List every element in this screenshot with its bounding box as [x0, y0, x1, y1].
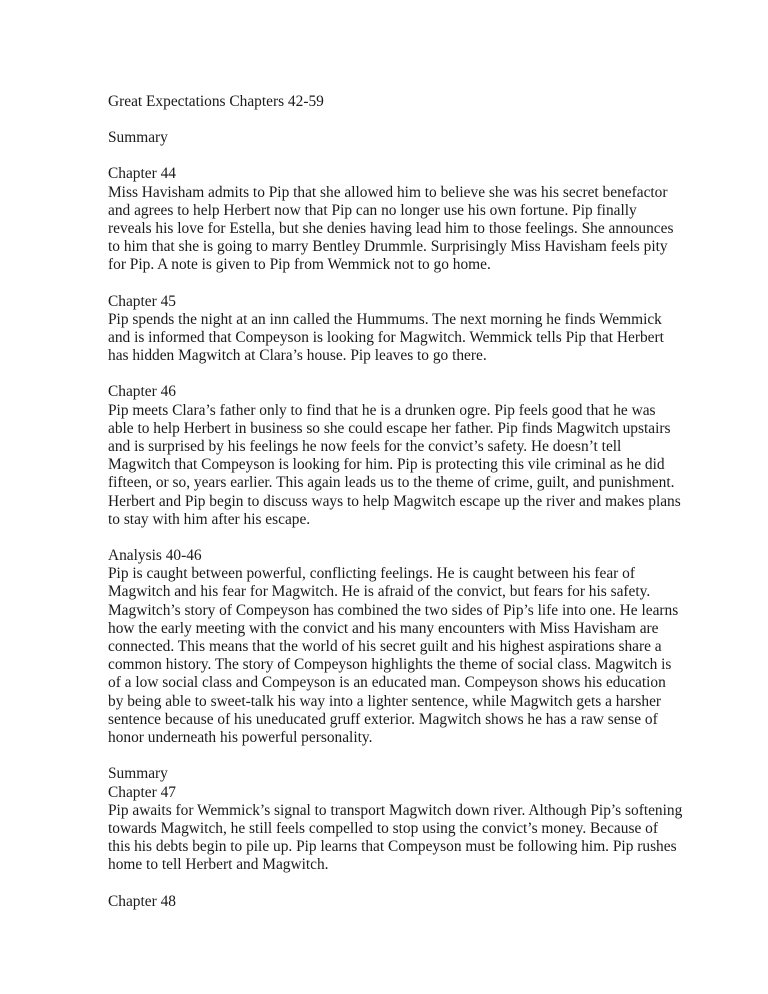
section-chapter-46: [108, 383, 683, 529]
section-heading: Chapter 45: [108, 292, 176, 310]
section-chapter-47: [108, 765, 683, 874]
document-title: Great Expectations Chapters 42-59: [108, 93, 324, 110]
section-body: Pip meets Clara’s father only to find that he is a drunken ogre. Pip feels good that he was able to help Herbert in business so she could escape her father. Pip finds Magwitch upstairs and is surprised by his feelings he now feels for the convict’s safety. He doesn’t tell Magwitch that Compeyson is looking for him. Pip is protecting this vile criminal as he did fifteen, or so, years earlier. This again leads us to the theme of crime, guilt, and punishment. Herbert and Pip begin to discuss ways to help Magwitch escape up the river and makes plans to stay with him after his escape.: [108, 401, 681, 528]
section-heading: Chapter 48: [108, 892, 176, 910]
section-body: Pip is caught between powerful, conflicting feelings. He is caught between his fear of Magwitch and his fear for Magwitch. He is afraid of the convict, but fears for his safety. Magwitch’s story of Compeyson has combined the two sides of Pip’s life into one. He learns how the early meeting with the convict and his many encounters with Miss Havisham are connected. This means that the world of his secret guilt and his highest aspirations share a common history. The story of Compeyson highlights the theme of social class. Magwitch is of a low social class and Compeyson is an educated man. Compeyson shows his education by being able to sweet-talk his way into a lighter sentence, while Magwitch gets a harsher sentence because of his uneducated gruff exterior. Magwitch shows he has a raw sense of honor underneath his powerful personality.: [108, 565, 679, 747]
section-chapter-45: [108, 293, 683, 366]
section-heading: Analysis 40-46: [108, 547, 202, 565]
section-body: Pip spends the night at an inn called the Hummums. The next morning he finds Wemmick and is informed that Compeyson is looking for Magwitch. Wemmick tells Pip that Herbert has hidden Magwitch at Clara’s house. Pip leaves to go there.: [108, 310, 664, 365]
section-body: Pip awaits for Wemmick’s signal to transport Magwitch down river. Although Pip’s softening towards Magwitch, he still feels compelled to stop using the convict’s money. Because of this his debts begin to pile up. Pip learns that Compeyson must be following him. Pip rushes home to tell Herbert and Magwitch.: [108, 801, 683, 874]
section-analysis-40-46: [108, 547, 683, 747]
section-heading: Chapter 44: [108, 165, 176, 183]
section-heading: Chapter 47: [108, 783, 176, 801]
section-chapter-48: [108, 893, 683, 911]
summary-label: Summary: [108, 129, 168, 147]
section-heading: Chapter 46: [108, 383, 176, 401]
document-body: [108, 93, 683, 911]
section-body: Miss Havisham admits to Pip that she allowed him to believe she was his secret benefactor and agrees to help Herbert now that Pip can no longer use his own fortune. Pip finally reveals his love for Estella, but she denies having lead him to those feelings. She announces to him that she is going to marry Bentley Drummle. Surprisingly Miss Havisham feels pity for Pip. A note is given to Pip from Wemmick not to go home.: [108, 183, 674, 274]
section-chapter-44: [108, 165, 683, 274]
summary-label-2: Summary: [108, 765, 168, 783]
